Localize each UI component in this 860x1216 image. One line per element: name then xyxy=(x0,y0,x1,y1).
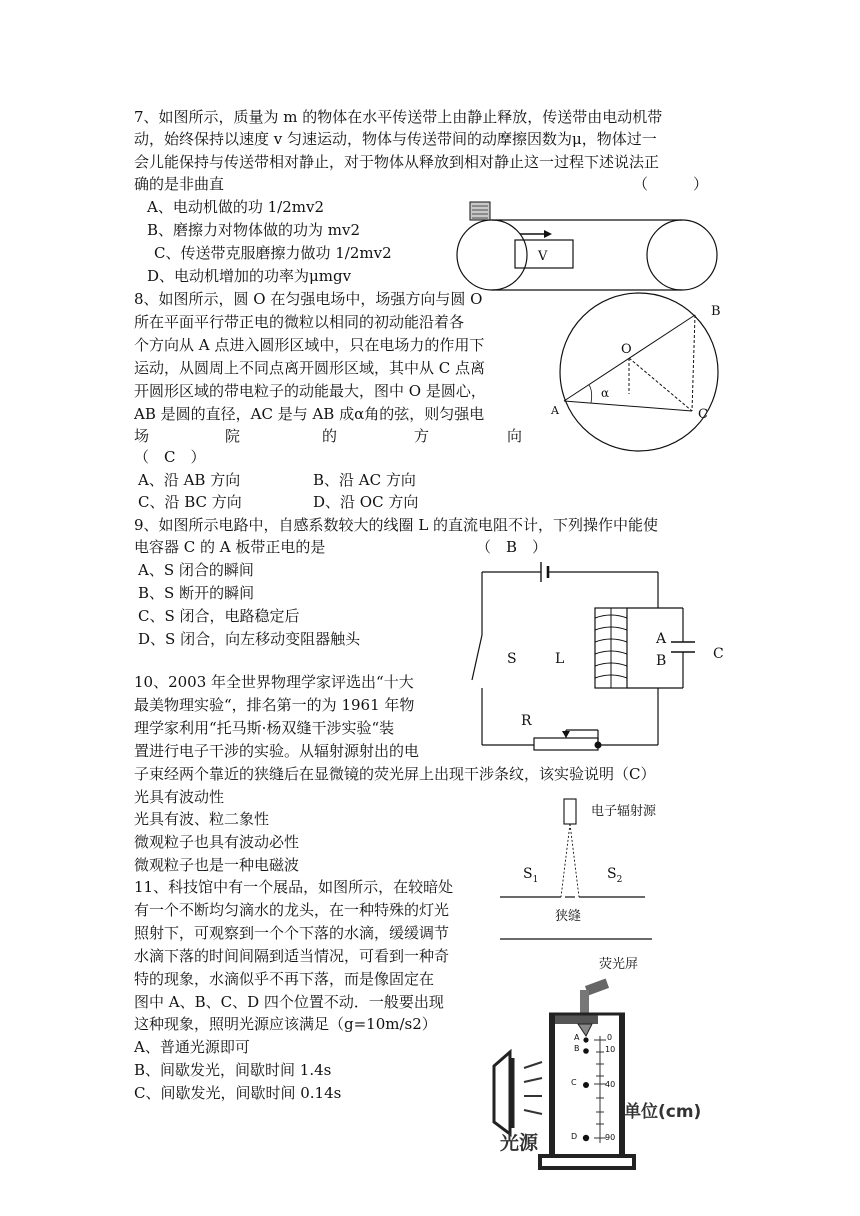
drop-c xyxy=(583,1082,589,1088)
s1-letter: S xyxy=(523,866,533,882)
q8-line-3: 个方向从 A 点进入圆形区域中，只在电场力的作用下 xyxy=(134,336,485,354)
q8-line-6: AB 是圆的直径，AC 是与 AB 成α角的弦，则匀强电 xyxy=(134,405,485,423)
mark-90: 90 xyxy=(605,1133,616,1142)
q10-line-3: 理学家利用“托马斯·杨双缝干涉实验“装 xyxy=(134,719,395,737)
screen-label: 荧光屏 xyxy=(599,957,639,972)
chord-ac xyxy=(564,401,692,411)
segment-oc xyxy=(629,358,692,411)
slit-label: 狭缝 xyxy=(555,909,582,924)
point-o-label: O xyxy=(621,342,632,357)
q8-option-c: C、沿 BC 方向 xyxy=(138,493,242,511)
nozzle xyxy=(578,1024,592,1036)
q7-line-3: 会儿能保持与传送带相对静止，对于物体从释放到相对静止这一过程下述说法正 xyxy=(134,153,660,171)
velocity-label: V xyxy=(538,249,548,264)
q11-line-7: 这种现象，照明光源应该满足（g=10m/s2） xyxy=(134,1015,437,1033)
mark-10: 10 xyxy=(605,1045,616,1054)
q8-line-2: 所在平面平行带正电的微粒以相同的初动能沿着各 xyxy=(134,313,465,331)
q10-option-3: 微观粒子也具有波动必性 xyxy=(134,833,300,851)
drop-b xyxy=(583,1048,589,1054)
velocity-arrowhead xyxy=(544,230,552,238)
light-source-label: 光源 xyxy=(500,1132,539,1154)
q8-line-5: 开圆形区域的带电粒子的动能最大，图中 O 是圆心， xyxy=(134,382,486,400)
q10-line-4: 置进行电子干涉的实验。从辐射源射出的电 xyxy=(134,742,420,760)
q8-spread-5: 向 xyxy=(507,427,523,445)
q9-option-a: A、S 闭合的瞬间 xyxy=(138,561,254,579)
capacitor-c-label: C xyxy=(713,646,724,662)
s2-letter: S xyxy=(607,866,617,882)
q11-line-2: 有一个不断均匀滴水的龙头，在一种特殊的灯光 xyxy=(134,901,450,919)
drop-a xyxy=(583,1037,588,1042)
s1-subscript: 1 xyxy=(532,874,539,885)
q7-line-1: 7、如图所示，质量为 m 的物体在水平传送带上由静止释放，传送带由电动机带 xyxy=(134,108,663,126)
chord-bc xyxy=(692,315,695,411)
q9-option-c: C、S 闭合，电路稳定后 xyxy=(138,607,300,625)
pt-d-label: D xyxy=(571,1132,578,1141)
plate-a-label: A xyxy=(656,631,667,647)
pt-b-label: B xyxy=(574,1044,580,1053)
q11-line-1: 11、科技馆中有一个展品，如图所示，在较暗处 xyxy=(134,878,454,896)
q7-line-2: 动，始终保持以速度 v 匀速运动，物体与传送带间的动摩擦因数为μ，物体过一 xyxy=(134,130,657,148)
light-rays xyxy=(524,1062,542,1114)
q7-line-4: 确的是非曲直 xyxy=(134,175,225,193)
mark-0: 0 xyxy=(607,1033,613,1042)
point-c-label: C xyxy=(698,407,708,422)
q11-line-3: 照射下，可观察到一个个下落的水滴，缓缓调节 xyxy=(134,924,450,942)
plate-b-label: B xyxy=(656,653,667,669)
pt-c-label: C xyxy=(571,1078,577,1087)
q9-option-d: D、S 闭合，向左移动变阻器触头 xyxy=(138,630,361,648)
q11-option-b: B、间歇发光，间歇时间 1.4s xyxy=(134,1061,332,1079)
beam-left xyxy=(561,824,570,897)
base-plate xyxy=(540,1156,634,1168)
q8-spread-1: 场 xyxy=(134,427,150,445)
q9-answer: （ B ） xyxy=(476,538,548,556)
q9-line-1: 9、如图所示电路中，自感系数较大的线圈 L 的直流电阻不计，下列操作中能使 xyxy=(134,516,659,534)
q8-spread-3: 的 xyxy=(322,427,338,445)
q7-option-d: D、电动机增加的功率为μmgv xyxy=(147,267,352,285)
left-pulley xyxy=(457,220,527,290)
q7-option-b: B、磨擦力对物体做的功为 mv2 xyxy=(147,221,361,239)
q10-line-5: 子束经两个靠近的狭缝后在显微镜的荧光屏上出现干涉条纹，该实验说明（C） xyxy=(134,765,656,783)
slider-arrow xyxy=(562,731,570,738)
q8-answer: （ C ） xyxy=(134,448,206,466)
q7-option-c: C、传送带克服磨擦力做功 1/2mv2 xyxy=(154,244,392,262)
q10-option-1: 光具有波动性 xyxy=(134,788,225,806)
circle-o xyxy=(560,293,718,451)
q7-option-a: A、电动机做的功 1/2mv2 xyxy=(147,198,324,216)
electron-source-label: 电子辐射源 xyxy=(591,804,657,819)
switch-s xyxy=(472,635,482,680)
alpha-arc xyxy=(589,385,592,403)
electron-source-box xyxy=(564,799,576,824)
inductor-l-label: L xyxy=(555,651,565,667)
q9-line-2: 电容器 C 的 A 板带正电的是 xyxy=(134,538,326,556)
q9-option-b: B、S 断开的瞬间 xyxy=(138,584,255,602)
q8-option-a: A、沿 AB 方向 xyxy=(138,471,241,489)
q8-option-d: D、沿 OC 方向 xyxy=(313,493,419,511)
mark-40: 40 xyxy=(605,1080,616,1089)
slit-s1-label xyxy=(523,867,538,887)
beam-right xyxy=(570,824,579,897)
rheostat xyxy=(534,738,598,750)
alpha-label: α xyxy=(601,386,610,400)
q11-line-4: 水滴下落的时间间隔到适当情况，可看到一种奇 xyxy=(134,947,450,965)
q11-line-6: 图中 A、B、C、D 四个位置不动．一般要出现 xyxy=(134,993,444,1011)
resistor-r-label: R xyxy=(521,713,532,729)
q8-spread-4: 方 xyxy=(414,427,430,445)
q11-option-c: C、间歇发光，间歇时间 0.14s xyxy=(134,1084,342,1102)
drop-d xyxy=(583,1135,589,1141)
s2-subscript: 2 xyxy=(616,874,623,885)
lamp-housing xyxy=(494,1052,510,1134)
q10-option-4: 微观粒子也是一种电磁波 xyxy=(134,856,300,874)
q8-option-b: B、沿 AC 方向 xyxy=(313,471,416,489)
q8-line-4: 运动，从圆周上不同点离开圆形区域，其中从 C 点离 xyxy=(134,359,486,377)
unit-label: 单位(cm) xyxy=(624,1102,702,1122)
q7-answer-paren: （ ） xyxy=(633,175,709,193)
faucet-stem xyxy=(580,990,589,1016)
q11-option-a: A、普通光源即可 xyxy=(134,1038,250,1056)
pt-a-label: A xyxy=(574,1033,580,1042)
right-pulley xyxy=(647,220,717,290)
point-b-label: B xyxy=(711,304,721,319)
point-a-label: A xyxy=(551,404,559,417)
slit-s2-label xyxy=(607,867,622,887)
q10-option-2: 光具有波、粒二象性 xyxy=(134,810,270,828)
q8-line-1: 8、如图所示，圆 O 在匀强电场中，场强方向与圆 O xyxy=(134,290,483,308)
q8-spread-2: 院 xyxy=(225,427,241,445)
q10-line-2: 最美物理实验“，排名第一的为 1961 年物 xyxy=(134,696,415,714)
block-object xyxy=(470,202,490,220)
q10-line-1: 10、2003 年全世界物理学家评选出“十大 xyxy=(134,673,414,691)
switch-s-label: S xyxy=(507,651,517,667)
conveyor-belt-figure xyxy=(440,196,740,286)
q11-line-5: 特的现象，水滴似乎不再下落，而是像固定在 xyxy=(134,970,435,988)
